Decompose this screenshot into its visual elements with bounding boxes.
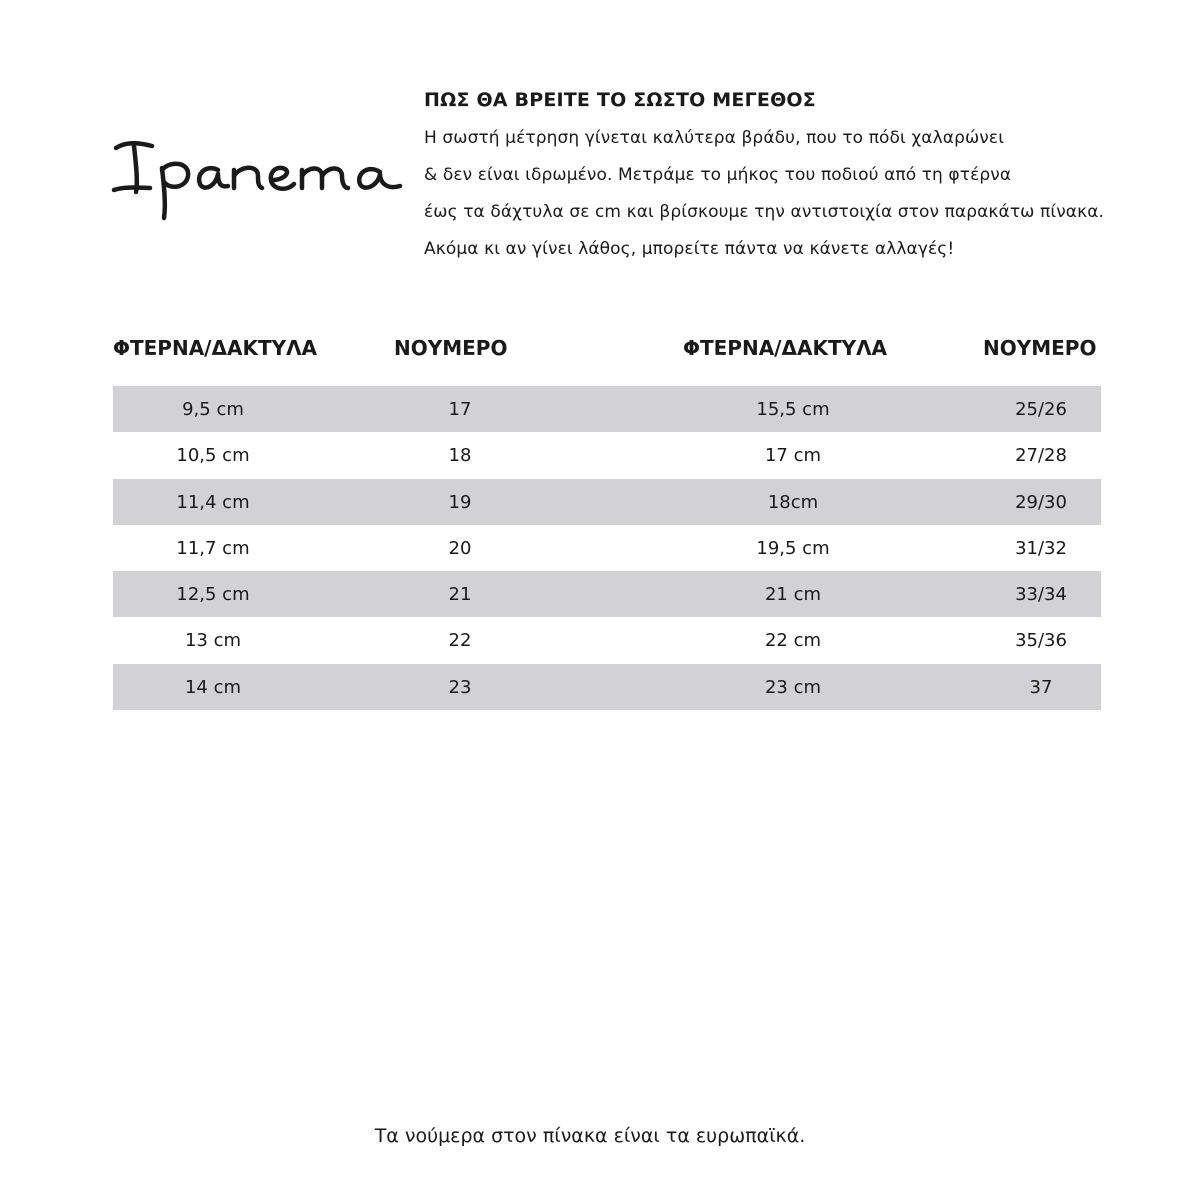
length-cell: 23 cm bbox=[764, 676, 822, 698]
instructions-line: & δεν είναι ιδρωμένο. Μετράμε το μήκος του ποδιού από τη φτέρνα bbox=[424, 165, 1012, 185]
size-cell: 31/32 bbox=[1015, 537, 1067, 559]
footer-note: Τα νούμερα στον πίνακα είναι τα ευρωπαϊκά. bbox=[374, 1125, 806, 1147]
length-cell: 11,4 cm bbox=[176, 491, 250, 513]
measuring-instructions bbox=[424, 86, 1144, 268]
size-cell: 29/30 bbox=[1015, 491, 1067, 513]
table-body bbox=[113, 386, 1101, 710]
table-row bbox=[113, 525, 1101, 571]
column-header-heel-to-toe: ΦΤΕΡΝΑ/ΔΑΚΤΥΛΑ bbox=[113, 336, 318, 360]
table-row bbox=[113, 479, 1101, 525]
column-header-heel-to-toe: ΦΤΕΡΝΑ/ΔΑΚΤΥΛΑ bbox=[683, 336, 888, 360]
length-cell: 12,5 cm bbox=[176, 584, 250, 606]
instructions-title: ΠΩΣ ΘΑ ΒΡΕΙΤΕ ΤΟ ΣΩΣΤΟ ΜΕΓΕΘΟΣ bbox=[424, 89, 816, 111]
length-cell: 18cm bbox=[767, 491, 819, 513]
size-cell: 33/34 bbox=[1015, 584, 1067, 606]
size-cell: 20 bbox=[448, 537, 472, 559]
length-cell: 10,5 cm bbox=[176, 445, 250, 467]
table-row bbox=[113, 664, 1101, 710]
length-cell: 15,5 cm bbox=[756, 399, 830, 420]
length-cell: 22 cm bbox=[764, 630, 822, 652]
length-cell: 11,7 cm bbox=[176, 537, 250, 559]
size-cell: 21 bbox=[448, 584, 472, 606]
size-cell: 35/36 bbox=[1015, 630, 1067, 652]
instructions-line: έως τα δάχτυλα σε cm και βρίσκουμε την αντιστοιχία στον παρακάτω πίνακα. bbox=[424, 202, 1105, 222]
column-header-size: ΝΟΥΜΕΡΟ bbox=[394, 336, 508, 360]
size-cell: 19 bbox=[448, 491, 472, 513]
size-cell: 18 bbox=[448, 445, 472, 467]
ipanema-logo bbox=[108, 130, 408, 225]
length-cell: 21 cm bbox=[764, 584, 822, 606]
size-cell: 22 bbox=[448, 630, 472, 652]
size-cell: 25/26 bbox=[1015, 399, 1067, 420]
size-cell: 37 bbox=[1029, 676, 1053, 698]
table-header-row bbox=[113, 330, 1113, 370]
column-header-size: ΝΟΥΜΕΡΟ bbox=[983, 336, 1097, 360]
size-cell: 17 bbox=[448, 399, 472, 420]
instructions-line: Η σωστή μέτρηση γίνεται καλύτερα βράδυ, που το πόδι χαλαρώνει bbox=[424, 128, 1005, 148]
size-cell: 23 bbox=[448, 676, 472, 698]
size-cell: 27/28 bbox=[1015, 445, 1067, 467]
table-row bbox=[113, 617, 1101, 663]
length-cell: 17 cm bbox=[764, 445, 822, 467]
table-row bbox=[113, 571, 1101, 617]
length-cell: 19,5 cm bbox=[756, 537, 830, 559]
table-row bbox=[113, 386, 1101, 432]
length-cell: 13 cm bbox=[184, 630, 242, 652]
size-chart-table bbox=[113, 330, 1113, 698]
instructions-line: Ακόμα κι αν γίνει λάθος, μπορείτε πάντα να κάνετε αλλαγές! bbox=[424, 239, 955, 259]
table-row bbox=[113, 432, 1101, 478]
length-cell: 9,5 cm bbox=[182, 399, 244, 420]
length-cell: 14 cm bbox=[184, 676, 242, 698]
